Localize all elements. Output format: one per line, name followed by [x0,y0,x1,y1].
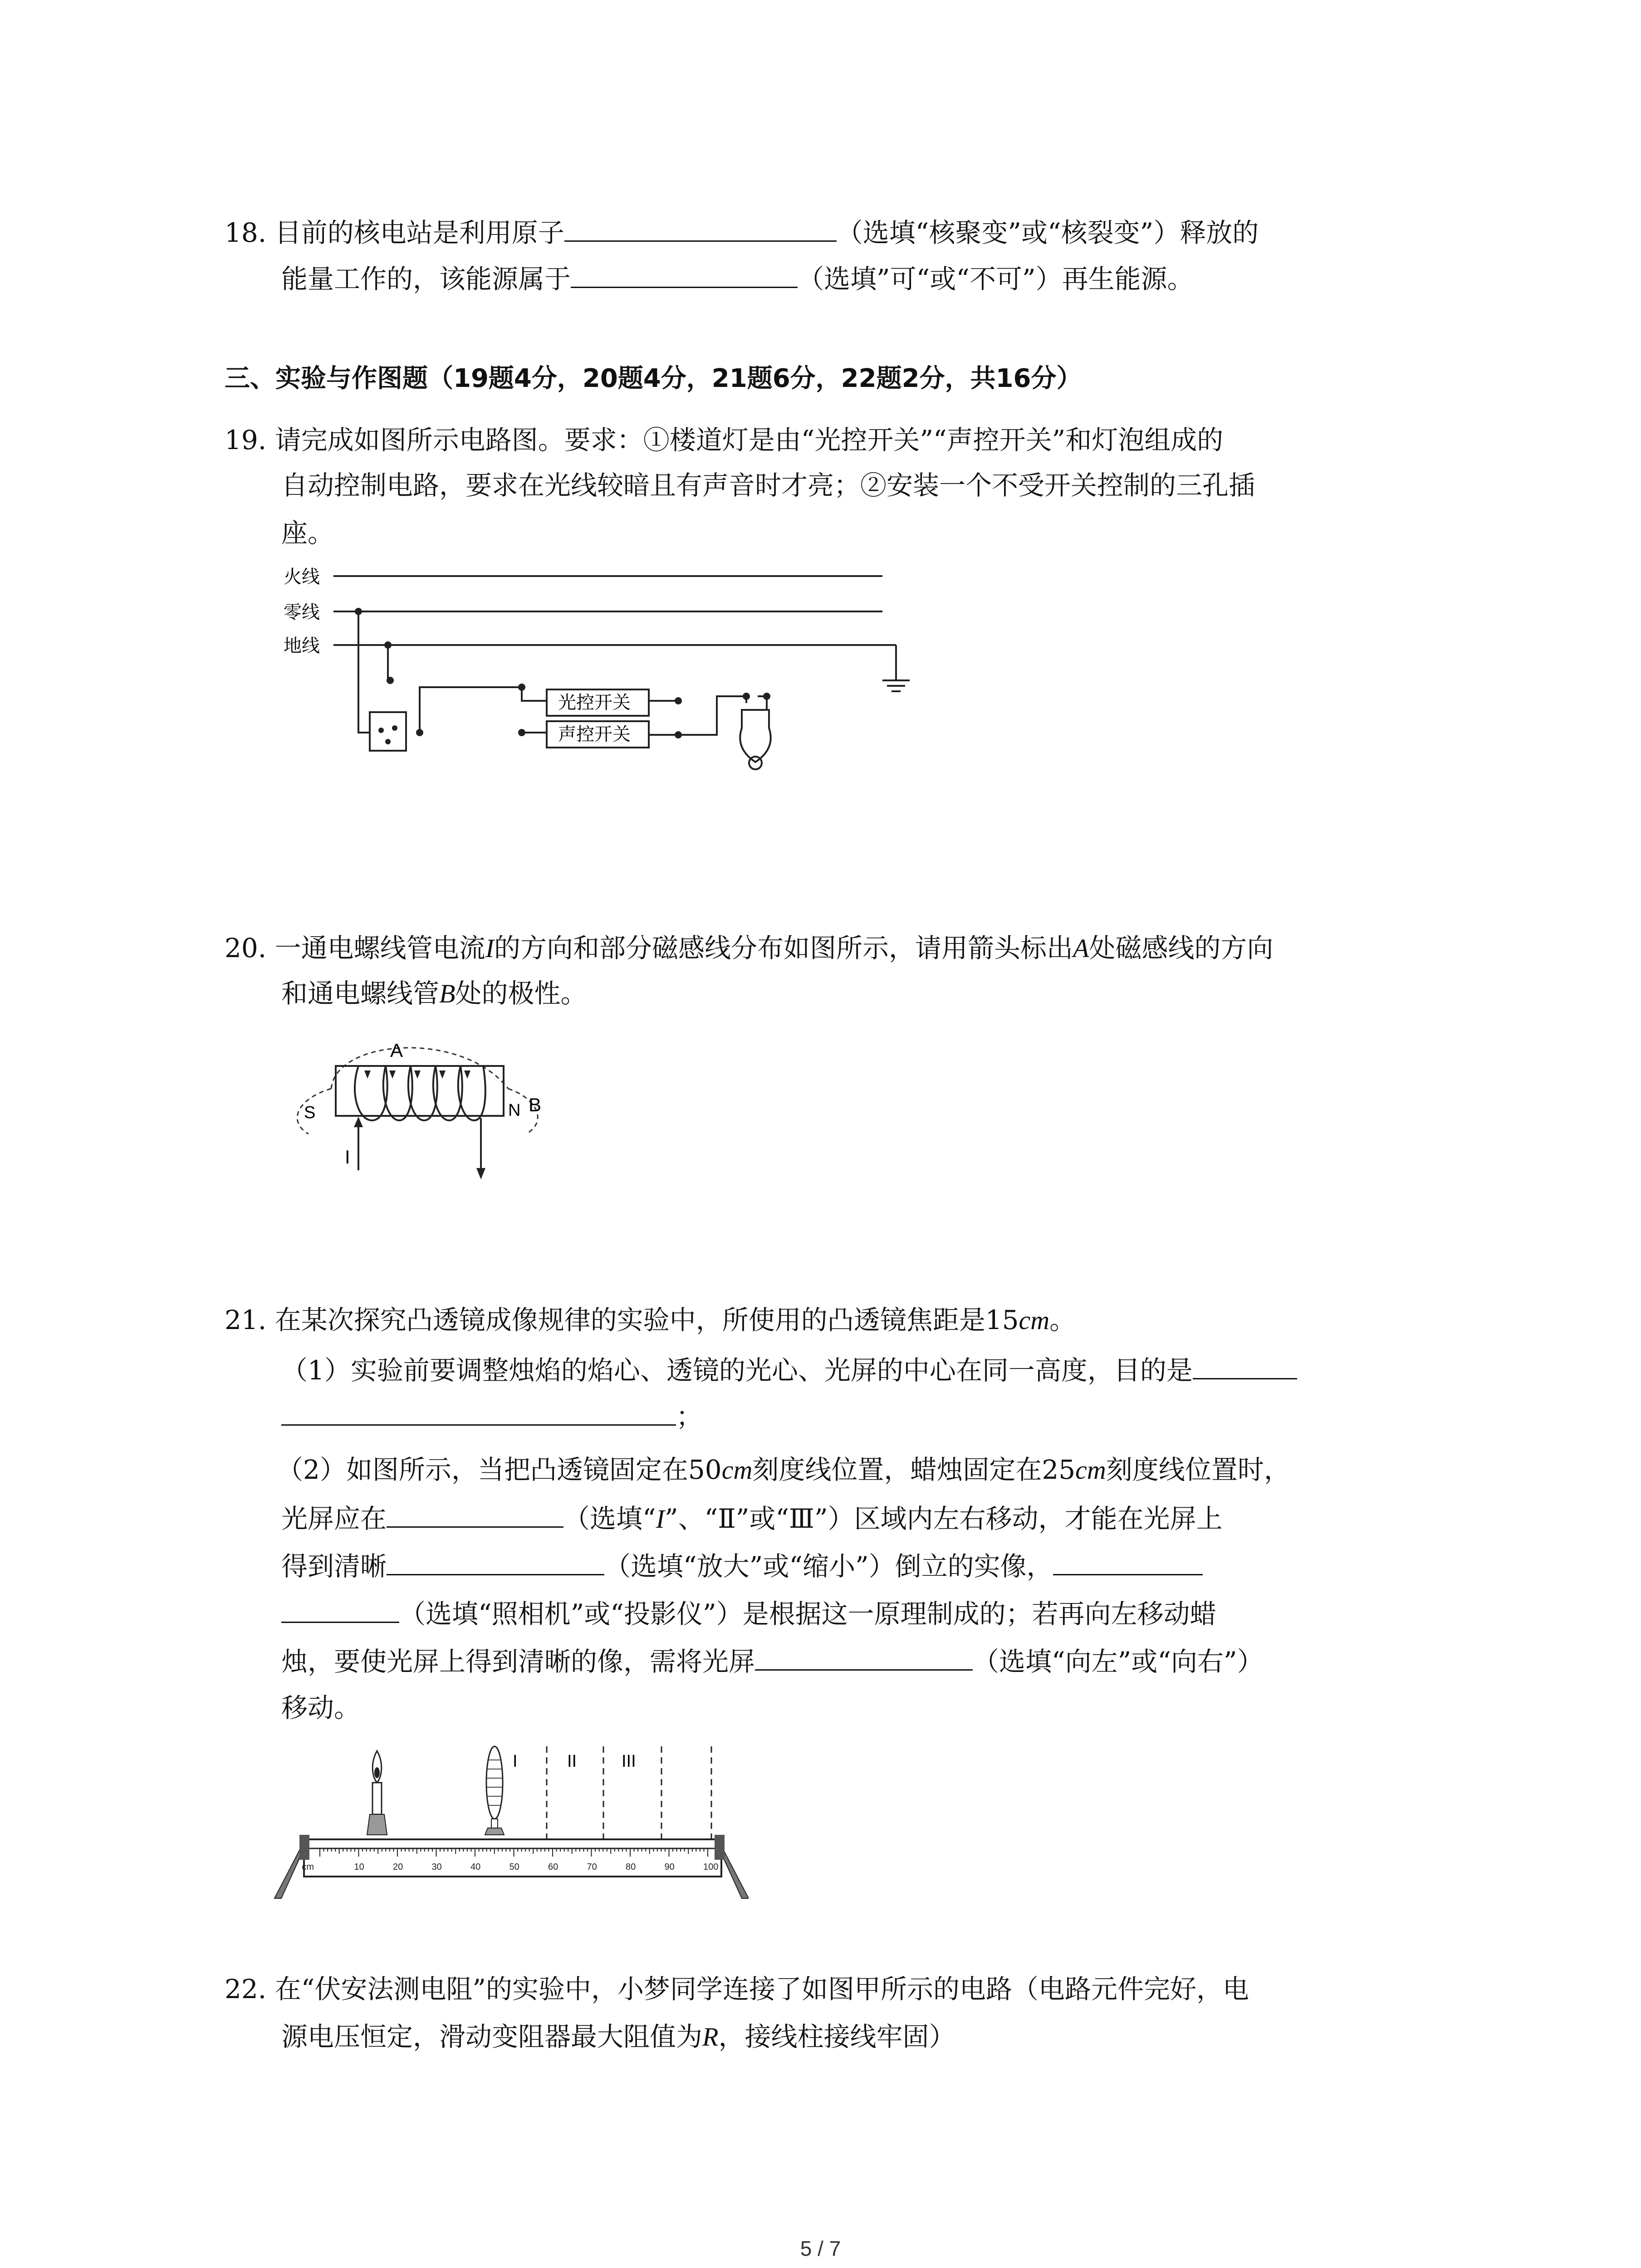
scale-tick-label: 60 [548,1862,558,1872]
q20-var-b: B [439,979,456,1008]
q19-circuit-diagram [272,549,953,785]
q21-part2-line4 [281,1594,1216,1632]
q20-text: 和通电螺线管 [281,978,440,1009]
q21-text: 。 [1049,1305,1076,1335]
scale-tick-label: 30 [431,1862,442,1872]
q19-text: 请完成如图所示电路图。要求：①楼道灯是由“光控开关”“声控开关”和灯泡组成的 [274,425,1224,455]
q21-text: 光屏应在 [281,1503,387,1534]
region-iii-label: III [622,1752,636,1771]
scale-tick-label: 70 [587,1862,597,1872]
q21-part2-line5 [281,1642,1264,1680]
q20-line2 [281,975,587,1012]
q21-region-i: I [656,1504,665,1534]
q21-part1-line2 [281,1397,702,1435]
scale-tick-label: 100 [703,1862,719,1872]
light-bulb [740,710,771,762]
q21-answer-blank-1b[interactable] [281,1397,676,1426]
q20-text: 处的极性。 [455,978,587,1009]
q21-text: ； [676,1401,703,1432]
q20-solenoid-diagram [281,1021,563,1193]
light-switch-label: 光控开关 [558,693,631,713]
q21-part2-text: （2）如图所示，当把凸透镜固定在50 [277,1454,722,1485]
q22-line2 [281,2019,955,2055]
q21-answer-blank-4a[interactable] [1053,1547,1203,1575]
page-number: 5 / 7 [800,2237,841,2260]
q18-text: （选填”可“或“不可”）再生能源。 [798,264,1194,294]
q21-optical-bench-diagram [272,1737,749,1905]
q20-text: 一通电螺线管电流 [274,933,485,963]
point-b-label: B [529,1094,542,1115]
q21-unit: cm [1019,1305,1050,1335]
q22-var-r: R [702,2022,719,2052]
q21-part2-line3 [281,1547,1203,1584]
q21-text: 在某次探究凸透镜成像规律的实验中，所使用的凸透镜焦距是15 [274,1305,1019,1335]
q18-text: 目前的核电站是利用原子 [274,217,564,248]
scale-tick-label: 10 [354,1862,364,1872]
current-i-label: I [345,1146,350,1168]
q22-text: 源电压恒定，滑动变阻器最大阻值为 [281,2021,703,2052]
q21-part2-text: 刻度线位置时， [1106,1454,1290,1485]
q21-part2-line6: 移动。 [281,1692,361,1723]
q21-part1-text: （1）实验前要调整烛焰的焰心、透镜的光心、光屏的中心在同一高度，目的是 [281,1355,1193,1386]
s-pole-label: S [304,1103,316,1122]
q20-var-a: A [1073,934,1089,963]
q20-text: 的方向和部分磁感线分布如图所示，请用箭头标出 [494,933,1073,963]
sound-switch-label: 声控开关 [558,724,631,744]
q18-text: 能量工作的，该能源属于 [281,264,571,294]
solenoid-core [336,1066,504,1116]
q19-line3: 座。 [281,518,334,548]
q18-text: （选填“核聚变”或“核裂变”）释放的 [836,217,1259,248]
q19-line2: 自动控制电路，要求在光线较暗且有声音时才亮；②安装一个不受开关控制的三孔插 [281,470,1255,501]
q22-number: 22. [225,1974,267,2004]
q21-answer-blank-3[interactable] [387,1547,604,1575]
q20-line1 [225,930,1274,967]
region-ii-label: II [567,1752,577,1771]
q21-answer-blank-4b[interactable] [281,1594,399,1623]
convex-lens [485,1746,504,1835]
q18-line2 [281,259,1194,297]
scale-tick-label: cm [302,1862,314,1872]
region-i-label: I [513,1752,518,1771]
q19-line1 [225,422,1223,458]
q21-unit: cm [721,1455,753,1485]
q18-answer-blank-2[interactable] [571,259,798,288]
q21-text: （选填“向左”或“向右”） [973,1646,1264,1677]
live-wire-label: 火线 [284,567,320,587]
candle [367,1751,387,1835]
scale-tick-label: 80 [626,1862,636,1872]
q22-text: 在“伏安法测电阻”的实验中，小梦同学连接了如图甲所示的电路（电路元件完好，电 [274,1974,1249,2004]
candle-body [372,1783,382,1814]
q21-text: ”、“Ⅱ”或“Ⅲ”）区域内左右移动，才能在光屏上 [665,1503,1223,1534]
q20-text: 处磁感线的方向 [1089,933,1274,963]
q19-number: 19. [225,425,267,455]
q21-answer-blank-1a[interactable] [1193,1351,1297,1379]
q18-answer-blank-1[interactable] [564,213,837,242]
q21-text: （选填“放大”或“缩小”）倒立的实像， [604,1551,1053,1582]
q21-part2-text: 刻度线位置，蜡烛固定在25 [752,1454,1076,1485]
q21-line1 [225,1302,1076,1339]
q21-answer-blank-5[interactable] [755,1642,973,1671]
q21-text: 得到清晰 [281,1551,387,1582]
q21-text: （选填“ [563,1503,656,1534]
q21-part1-line1 [281,1351,1297,1388]
point-a-label: A [390,1040,403,1061]
q21-part2-line1 [277,1452,1290,1488]
three-hole-socket [370,712,406,751]
scale-tick-label: 90 [664,1862,675,1872]
q21-unit: cm [1075,1455,1106,1485]
q18-line1 [225,213,1259,251]
q20-var-i: I [485,934,495,963]
q20-number: 20. [225,933,267,963]
q21-text: 烛，要使光屏上得到清晰的像，需将光屏 [281,1646,755,1677]
q21-answer-blank-2[interactable] [387,1499,563,1528]
q21-number: 21. [225,1305,267,1335]
q18-number: 18. [225,217,267,248]
section-3-heading: 三、实验与作图题（19题4分，20题4分，21题6分，22题2分，共16分） [225,364,1082,393]
n-pole-label: N [508,1101,521,1120]
q22-line1 [225,1971,1249,2007]
ground-wire-label: 地线 [284,636,320,656]
q22-text: ，接线柱接线牢固） [718,2021,955,2052]
scale-tick-label: 40 [470,1862,481,1872]
scale-tick-label: 20 [393,1862,403,1872]
q21-text: （选填“照相机”或“投影仪”）是根据这一原理制成的；若再向左移动蜡 [399,1598,1216,1629]
neutral-wire-label: 零线 [284,602,320,622]
q21-part2-line2 [281,1499,1223,1537]
scale-tick-label: 50 [509,1862,519,1872]
